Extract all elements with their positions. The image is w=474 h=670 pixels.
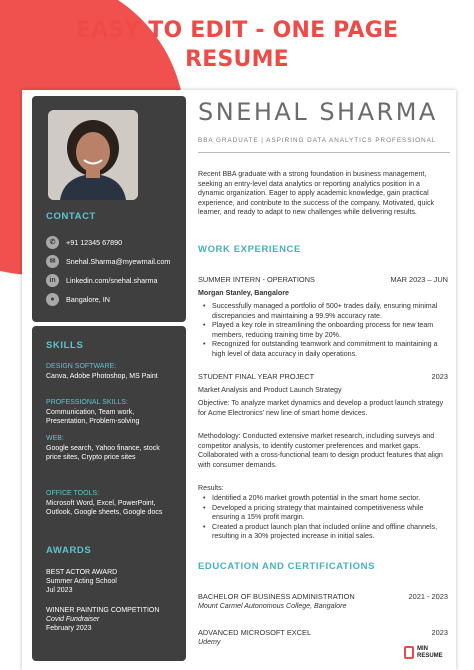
skill-body: Canva, Adobe Photoshop, MS Paint: [46, 373, 158, 380]
skill-body: Google search, Yahoo finance, stock price sites, Crypto price sites: [46, 445, 160, 462]
project-dates: 2023: [431, 372, 448, 381]
skills-title: SKILLS: [46, 340, 84, 351]
list-item: • Played a key role in streamlining the onboarding process for new team members, reducing training time by 20%.: [198, 321, 448, 340]
skill-heading: PROFESSIONAL SKILLS:: [46, 399, 128, 406]
mail-icon: ✉: [46, 255, 59, 268]
resume-page: [22, 90, 456, 670]
education-name: BACHELOR OF BUSINESS ADMINISTRATION: [198, 592, 355, 601]
project-title: Market Analysis and Product Launch Strategy: [198, 386, 342, 394]
certification-place: Udemy: [198, 638, 221, 646]
brand-mark-icon: [404, 646, 414, 659]
skill-body: Communication, Team work, Presentation, Problem-solving: [46, 409, 140, 426]
skill-heading: DESIGN SOFTWARE:: [46, 363, 117, 370]
sidebar-bottom-panel: [32, 326, 186, 661]
project-objective: Objective: To analyze market dynamics and develop a product launch strategy for Acme Electronics' new line of smart home devices.: [198, 399, 444, 417]
brand-line-2: RESUME: [417, 652, 443, 659]
award-org: Covid Fundraiser: [46, 616, 100, 623]
education-dates: 2021 - 2023: [408, 592, 448, 601]
award-name: WINNER PAINTING COMPETITION: [46, 607, 160, 614]
job-company: Morgan Stanley, Bangalore: [198, 289, 289, 297]
headline-line-2: RESUME: [185, 47, 289, 72]
award-org: Summer Acting School: [46, 578, 117, 585]
job-bullets: [198, 302, 448, 360]
headline-line-1: EASY TO EDIT - ONE PAGE: [75, 18, 399, 43]
candidate-name: SNEHAL SHARMA: [198, 98, 438, 126]
award-date: Jul 2023: [46, 587, 73, 594]
list-item: • Identified a 20% market growth potential in the smart home sector.: [198, 494, 448, 504]
sidebar: [32, 96, 186, 661]
certification-header: [198, 628, 448, 637]
contact-linkedin-text: Linkedin.com/snehal.sharma: [66, 275, 158, 285]
sidebar-top-panel: [32, 96, 186, 322]
job-role: SUMMER INTERN - OPERATIONS: [198, 275, 315, 284]
results-bullets: [198, 494, 448, 542]
education-title: EDUCATION AND CERTIFICATIONS: [198, 561, 376, 572]
summary: Recent BBA graduate with a strong foundation in business management, seeking an entry-level data analytics or reporting analytics position in a dynamic organization. Eager to apply academic knowledge, gain practical experience, and contribute to the success of the company. Motivated, quick learner, and ready to adapt to new challenges while delivering results.: [198, 170, 435, 217]
skill-heading: WEB:: [46, 435, 64, 442]
skill-body: Microsoft Word, Excel, PowerPoint, Outlook, Google sheets, Google docs: [46, 500, 163, 517]
education-place: Mount Carmel Autonomous College, Bangalore: [198, 602, 347, 610]
list-item: • Created a product launch plan that included online and offline channels, resulting in a 30% projected increase in initial sales.: [198, 523, 448, 542]
candidate-subtitle: BBA GRADUATE | ASPIRING DATA ANALYTICS PROFESSIONAL: [198, 137, 437, 144]
contact-location-text: Bangalore, IN: [66, 294, 110, 304]
profile-photo: [48, 110, 138, 200]
contact-email-text: Snehal.Sharma@myewmail.com: [66, 256, 171, 266]
contact-linkedin[interactable]: [46, 273, 158, 287]
headline: [0, 16, 474, 74]
awards-title: AWARDS: [46, 545, 92, 556]
list-item: • Recognized for outstanding teamwork and commitment to maintaining a high level of data accuracy in daily operations.: [198, 340, 448, 359]
contact-title: CONTACT: [46, 211, 96, 222]
award-date: February 2023: [46, 625, 92, 632]
project-role: STUDENT FINAL YEAR PROJECT: [198, 372, 315, 381]
project-methodology: Methodology: Conducted extensive market research, including surveys and competitor analysis, to identify customer preferences and market gaps. Collaborated with a cross-functional team to design product features that align with consumer demands.: [198, 432, 443, 469]
list-item: • Successfully managed a portfolio of 500+ trades daily, ensuring minimal discrepancies and maintaining a 99.9% accuracy rate.: [198, 302, 448, 321]
linkedin-icon: in: [46, 274, 59, 287]
brand-text: [417, 646, 443, 659]
project-header: [198, 372, 448, 381]
contact-email[interactable]: [46, 254, 170, 268]
experience-title: WORK EXPERIENCE: [198, 244, 301, 255]
certification-dates: 2023: [431, 628, 448, 637]
contact-phone-text: +91 12345 67890: [66, 237, 123, 247]
brand-logo: [404, 646, 443, 659]
phone-icon: ✆: [46, 236, 59, 249]
job-dates: MAR 2023 – JUN: [390, 275, 448, 284]
divider: [198, 152, 450, 153]
education-header: [198, 592, 448, 601]
results-label: Results:: [198, 484, 224, 492]
award-name: BEST ACTOR AWARD: [46, 569, 118, 576]
location-icon: ●: [46, 293, 59, 306]
skill-heading: OFFICE TOOLS:: [46, 490, 100, 497]
contact-phone[interactable]: [46, 235, 122, 249]
certification-name: ADVANCED MICROSOFT EXCEL: [198, 628, 312, 637]
list-item: • Developed a pricing strategy that maintained competitiveness while ensuring a 15% profit margin.: [198, 504, 448, 523]
contact-location: [46, 292, 110, 306]
brand-line-1: MIN: [417, 646, 428, 652]
job-header: [198, 275, 448, 284]
